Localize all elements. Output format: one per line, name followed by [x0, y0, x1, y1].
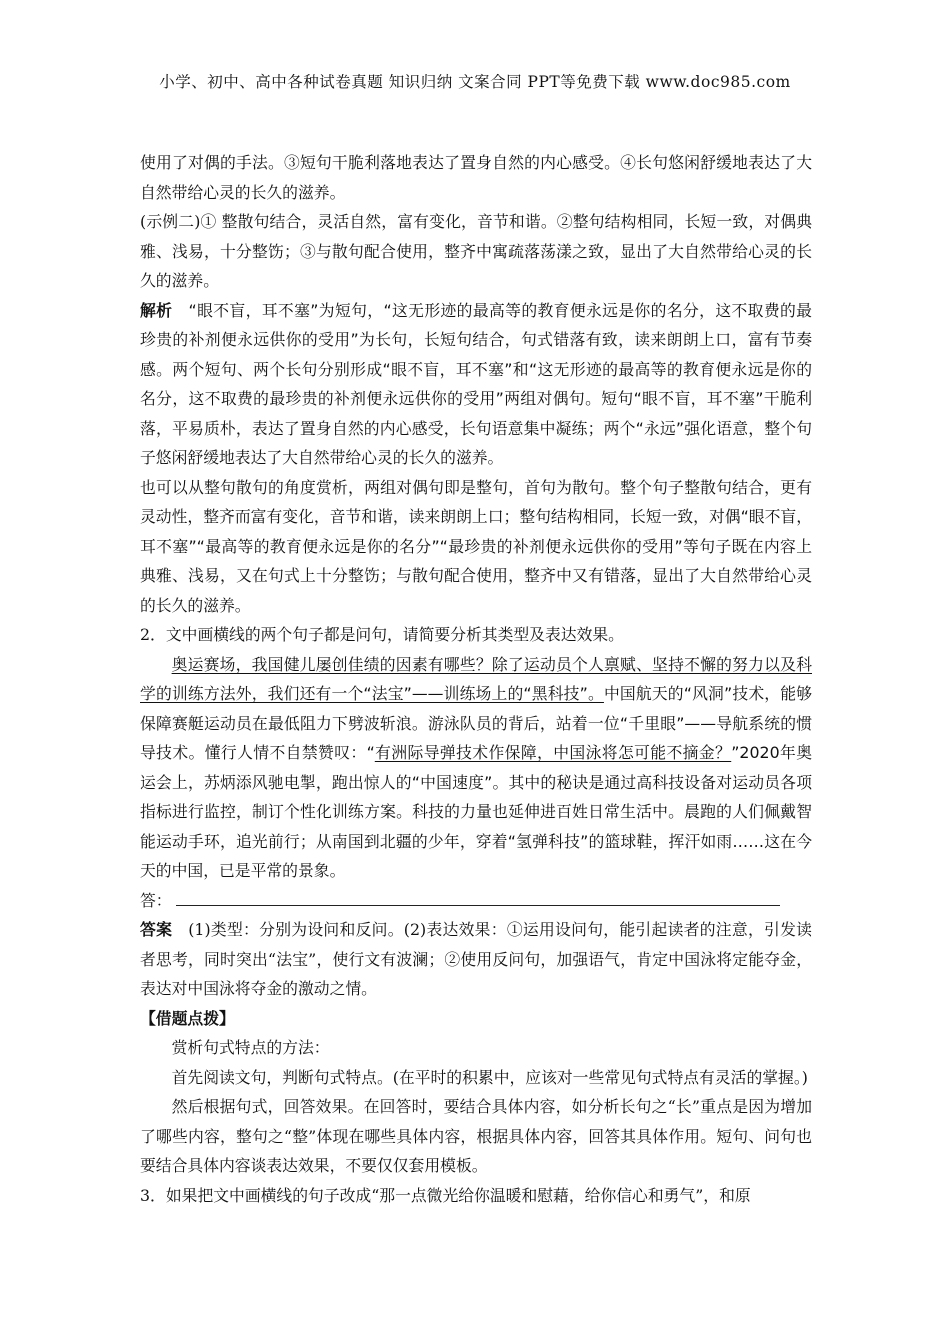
underlined-sentence-2: 有洲际导弹技术作保障，中国泳将怎可能不摘金？ — [374, 743, 732, 762]
paragraph: 使用了对偶的手法。③短句干脆利落地表达了置身自然的内心感受。④长句悠闲舒缓地表达了大自然带给心灵的长久的滋养。 — [140, 153, 812, 202]
tip-line: 赏析句式特点的方法： — [171, 1038, 330, 1057]
paragraph: (示例二)① 整散句结合，灵活自然，富有变化，音节和谐。②整句结构相同，长短一致，对偶典雅、浅易，十分整饬；③与散句配合使用，整齐中寓疏落荡漾之致，显出了大自然带给心灵的长久的滋养。 — [140, 212, 812, 290]
answer-label: 答案 — [140, 920, 173, 939]
passage-text: 中国航天的“风洞”技术，能够保障赛艇运动员在最低阻力下劈波斩浪。游泳队员的背后，站着一位“千里眼”——导航系统的惯导技术。懂行人情不自禁赞叹：“ — [140, 684, 812, 762]
answer-paragraph — [140, 915, 812, 1004]
page-header: 小学、初中、高中各种试卷真题 知识归纳 文案合同 PPT等免费下载 www.doc985.com — [159, 73, 791, 91]
analysis-paragraph — [140, 296, 812, 473]
answer-text: (1)类型：分别为设问和反问。(2)表达效果：①运用设问句，能引起读者的注意，引发读者思考，同时突出“法宝”，使行文有波澜；②使用反问句，加强语气，肯定中国泳将定能夺金，表达对中国泳将夺金的激动之情。 — [140, 920, 812, 998]
analysis-paragraph-2: 也可以从整句散句的角度赏析，两组对偶句即是整句，首句为散句。整个句子整散句结合，更有灵动性，整齐而富有变化，音节和谐，读来朗朗上口；整句结构相同，长短一致，对偶“眼不盲，耳不塞”“最高等的教育便永远是你的名分”“最珍贵的补剂便永远供你的受用”等句子既在内容上典雅、浅易，又在句式上十分整饬；与散句配合使用，整齐中又有错落，显出了大自然带给心灵的长久的滋养。 — [140, 477, 812, 615]
tip-line: 首先阅读文句，判断句式特点。(在平时的积累中，应该对一些常见句式特点有灵活的掌握。) — [171, 1067, 808, 1087]
tip-title: 【借题点拨】 — [140, 1008, 235, 1028]
answer-prompt: 答： — [140, 890, 172, 910]
underlined-sentence-1: 奥运赛场，我国健儿屡创佳绩的因素有哪些？除了运动员个人禀赋、坚持不懈的努力以及科学的训练方法外，我们还有一个“法宝”——训练场上的“黑科技”。 — [140, 654, 812, 703]
answer-blank[interactable] — [176, 887, 780, 906]
question-3: 3．如果把文中画横线的句子改成“那一点微光给你温暖和慰藉，给你信心和勇气”，和原 — [140, 1185, 751, 1205]
analysis-label: 解析 — [140, 300, 173, 320]
answer-line — [140, 886, 812, 916]
analysis-text: “眼不盲，耳不塞”为短句，“这无形迹的最高等的教育便永远是你的名分，这不取费的最珍贵的补剂便永远供你的受用”为长句，长短句结合，句式错落有致，读来朗朗上口，富有节奏感。两个短句、两个长句分别形成“眼不盲，耳不塞”和“这无形迹的最高等的教育便永远是你的名分，这不取费的最珍贵的补剂便永远供你的受用”两组对偶句。短句“眼不盲，耳不塞”干脆利落，平易质朴，表达了置身自然的内心感受，长句语意集中凝练；两个“永远”强化语意，整个句子悠闲舒缓地表达了大自然带给心灵的长久的滋养。 — [140, 300, 812, 467]
passage — [140, 650, 812, 886]
passage-text: ”2020年奥运会上，苏炳添风驰电掣，跑出惊人的“中国速度”。其中的秘诀是通过高科技设备对运动员各项指标进行监控，制订个性化训练方案。科技的力量也延伸进百姓日常生活中。晨跑的人们佩戴智能运动手环，追光前行；从南国到北疆的少年，穿着“氢弹科技”的篮球鞋，挥汗如雨……这在今天的中国，已是平常的景象。 — [140, 743, 812, 880]
tip-line: 然后根据句式，回答效果。在回答时，要结合具体内容，如分析长句之“长”重点是因为增加了哪些内容，整句之“整”体现在哪些具体内容，根据具体内容，回答其具体作用。短句、问句也要结合具体内容谈表达效果，不要仅仅套用模板。 — [140, 1097, 812, 1175]
document-body — [140, 148, 812, 1210]
question-2: 2．文中画横线的两个句子都是问句，请简要分析其类型及表达效果。 — [140, 625, 624, 644]
